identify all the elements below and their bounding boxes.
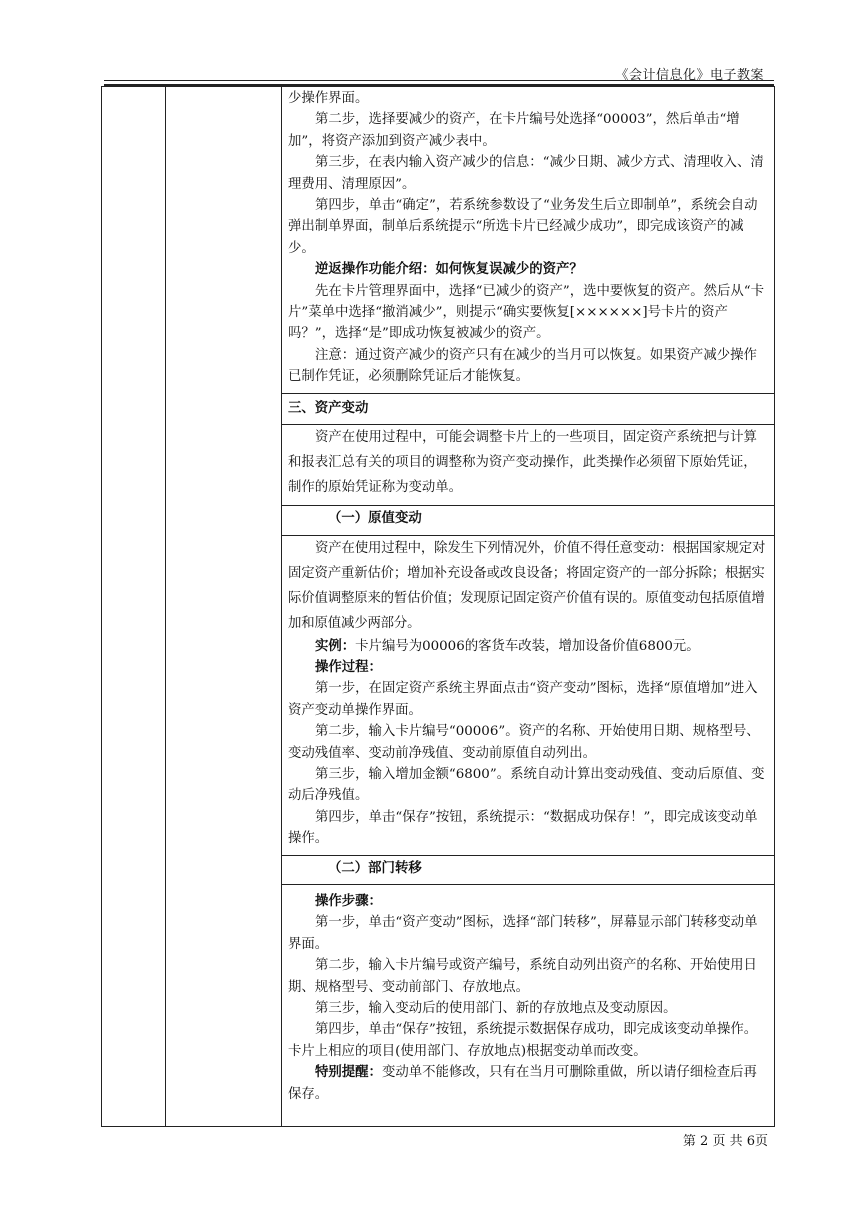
step-paragraph: 第四步，单击“保存”按钮，系统提示数据保存成功，即完成该变动单操作。卡片上相应的项目(使用部门、存放地点)根据变动单而改变。: [288, 1022, 758, 1059]
reminder-text: 变动单不能修改，只有在当月可删除重做，所以请仔细检查后再保存。: [288, 1065, 757, 1102]
document-header-title: 《会计信息化》电子教案: [615, 68, 764, 83]
example-text: 卡片编号为00006的客货车改装，增加设备价值6800元。: [355, 638, 700, 654]
process-title: 操作过程：: [315, 658, 382, 675]
step-paragraph: 第四步，单击“保存”按钮，系统提示：“数据成功保存！”，即完成该变动单操作。: [288, 809, 758, 847]
reminder-paragraph: [288, 1062, 768, 1105]
reminder-label: 特别提醒：: [315, 1064, 382, 1081]
example-paragraph: [288, 636, 768, 657]
table-column-divider-2: [281, 86, 282, 1127]
header-rule: [104, 80, 774, 81]
step-paragraph: 第一步，在固定资产系统主界面点击“资产变动”图标，选择“原值增加”进入资产变动单操作界面。: [288, 681, 758, 718]
reverse-operation-title: 逆返操作功能介绍：如何恢复误减少的资产？: [315, 261, 583, 278]
steps-title: 操作步骤：: [315, 892, 382, 909]
subsection-heading: （一）原值变动: [328, 510, 422, 527]
page-number: 第 2 页 共 6页: [682, 1134, 768, 1149]
step-paragraph: 第三步，输入增加金额“6800”。系统自动计算出变动残值、变动后原值、变动后净残值。: [288, 766, 765, 804]
step-paragraph: 第二步，输入卡片编号或资产编号，系统自动列出资产的名称、开始使用日期、规格型号、变动前部门、存放地点。: [288, 958, 757, 995]
step-paragraph: 第二步，选择要减少的资产，在卡片编号处选择“00003”，然后单击“增加”，将资产添加到资产减少表中。: [288, 112, 740, 149]
section-divider: [281, 393, 775, 394]
lesson-content-cell: [288, 88, 768, 1105]
table-column-divider-1: [165, 86, 166, 1127]
step-paragraph: 第三步，在表内输入资产减少的信息：“减少日期、减少方式、清理收入、清理费用、清理原因”。: [288, 155, 764, 192]
example-label: 实例：: [315, 637, 356, 654]
paragraph: 先在卡片管理界面中，选择“已减少的资产”，选中要恢复的资产。然后从“卡片”菜单中选择“撤消减少”，则提示“确实要恢复[××××××]号卡片的资产吗？”，选择“是”即成功恢复被减少的资产。: [288, 283, 765, 342]
note-paragraph: 注意：通过资产减少的资产只有在减少的当月可以恢复。如果资产减少操作已制作凭证，必须删除凭证后才能恢复。: [288, 347, 757, 385]
step-paragraph: 第一步，单击“资产变动”图标，选择“部门转移”，屏幕显示部门转移变动单界面。: [288, 915, 758, 952]
paragraph: 少操作界面。: [288, 91, 369, 106]
section-divider: [281, 505, 775, 506]
section-heading: 三、资产变动: [288, 399, 369, 416]
section-divider: [281, 855, 775, 856]
paragraph: 资产在使用过程中，可能会调整卡片上的一些项目，固定资产系统把与计算和报表汇总有关的项目的调整称为资产变动操作，此类操作必须留下原始凭证，制作的原始凭证称为变动单。: [288, 430, 757, 496]
paragraph: 资产在使用过程中，除发生下列情况外，价值不得任意变动：根据国家规定对固定资产重新估价；增加补充设备或改良设备；将固定资产的一部分拆除；根据实际价值调整原来的暂估价值；发现原记固定资产价值有误的。原值变动包括原值增加和原值减少两部分。: [288, 540, 766, 631]
step-paragraph: 第三步，输入变动后的使用部门、新的存放地点及变动原因。: [315, 1001, 677, 1016]
section-divider: [281, 884, 775, 885]
step-paragraph: 第二步，输入卡片编号“00006”。资产的名称、开始使用日期、规格型号、变动残值率、变动前净残值、变动前原值自动列出。: [288, 724, 760, 761]
step-paragraph: 第四步，单击“确定”，若系统参数设了“业务发生后立即制单”，系统会自动弹出制单界面，制单后系统提示“所选卡片已经减少成功”，即完成该资产的减少。: [288, 198, 758, 256]
subsection-heading: （二）部门转移: [328, 859, 422, 876]
